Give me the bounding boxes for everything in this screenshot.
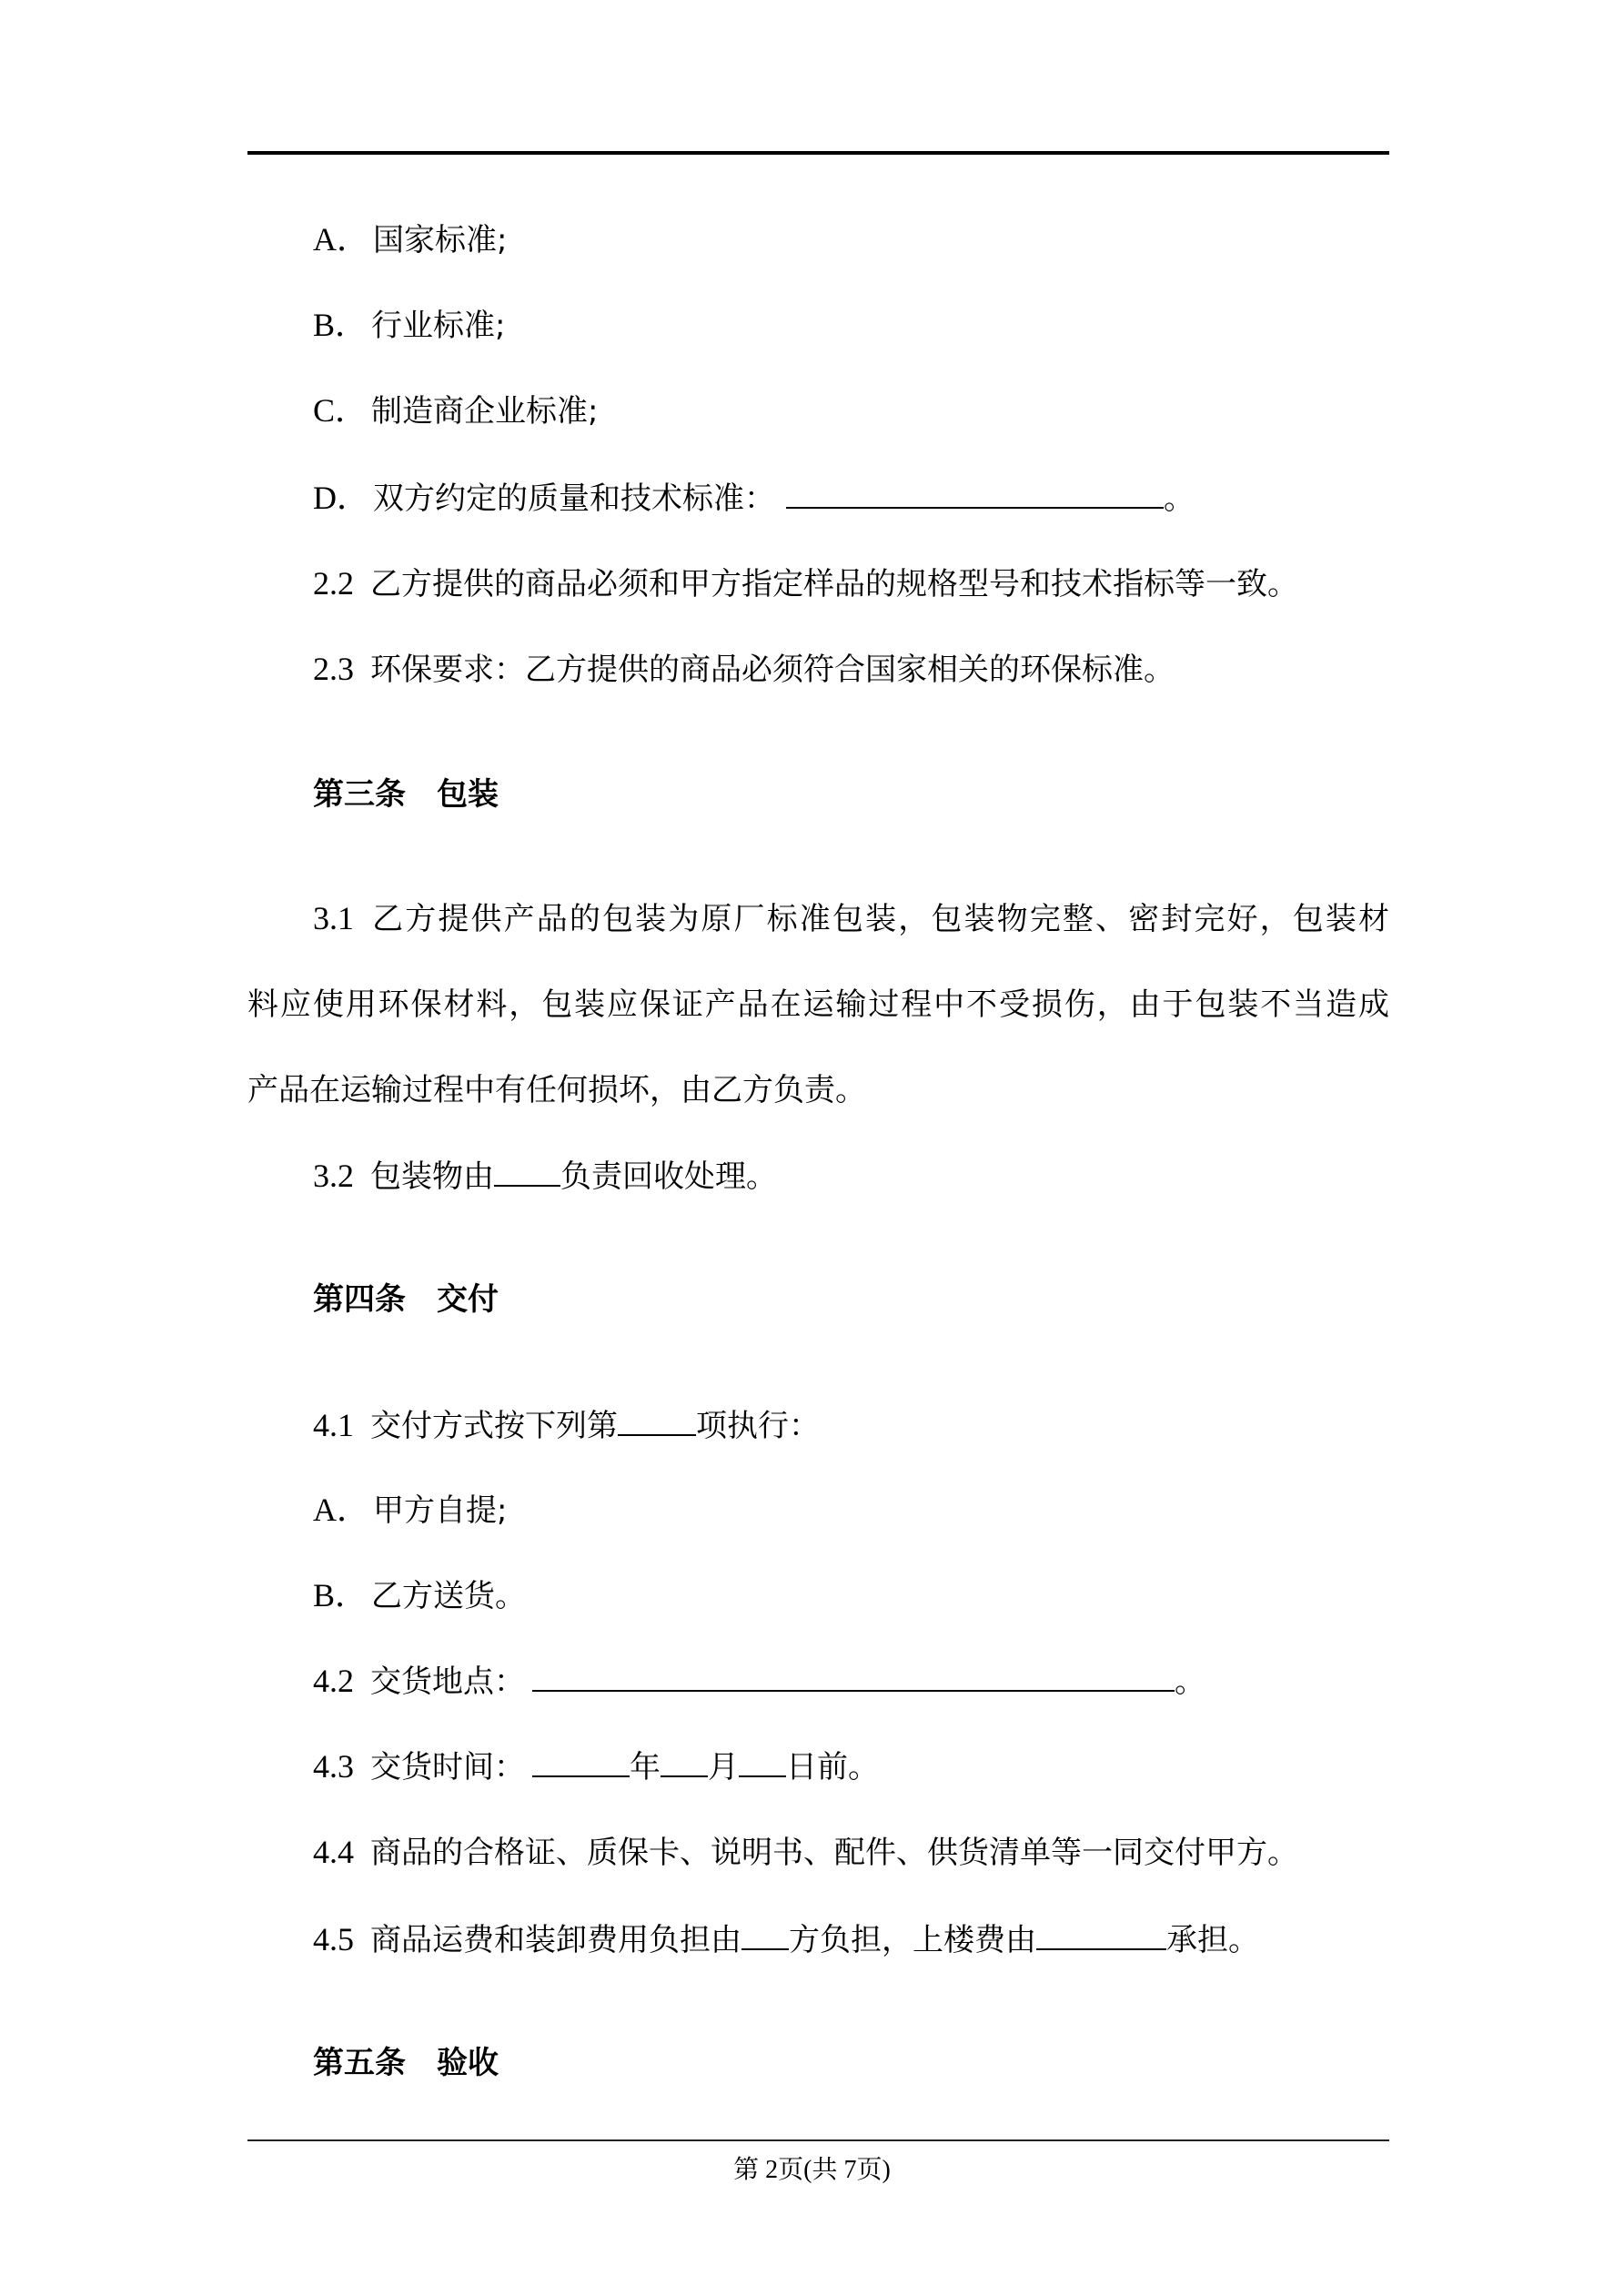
clause-number: 3.1 <box>313 900 354 936</box>
clause-2-3 <box>313 651 1175 688</box>
day-blank[interactable] <box>739 1748 786 1777</box>
clause-text: 乙方提供产品的包装为原厂标准包装，包装物完整、密封完好，包装材 <box>370 901 1389 937</box>
punct: 。 <box>1164 480 1195 517</box>
clause-text: 环保要求：乙方提供的商品必须符合国家相关的环保标准。 <box>370 652 1175 688</box>
clause-text: 商品的合格证、质保卡、说明书、配件、供货清单等一同交付甲方。 <box>370 1835 1298 1871</box>
option-label: B． <box>313 307 368 343</box>
clause-text: 负责回收处理。 <box>560 1158 777 1195</box>
article-3-heading: 第三条 包装 <box>313 776 499 813</box>
option-c-manufacturer-standard <box>313 392 598 430</box>
option-text: 乙方送货。 <box>371 1578 527 1614</box>
clause-text: 年 <box>630 1749 661 1785</box>
clause-3-2 <box>313 1158 777 1195</box>
option-label: A． <box>313 1492 369 1528</box>
clause-4-1 <box>313 1407 820 1444</box>
clause-text: 项执行： <box>696 1408 820 1444</box>
option-text: 制造商企业标准; <box>371 393 599 430</box>
clause-text: 承担。 <box>1166 1922 1259 1958</box>
clause-text: 乙方提供的商品必须和甲方指定样品的规格型号和技术指标等一致。 <box>370 566 1298 602</box>
page-number: 第 2页(共 7页) <box>733 2156 891 2184</box>
option-b-delivery <box>313 1577 526 1614</box>
clause-text: 商品运费和装卸费用负担由 <box>370 1922 741 1958</box>
option-label: B． <box>313 1577 368 1613</box>
option-text: 国家标准; <box>373 222 508 258</box>
clause-3-1-line3: 产品在运输过程中有任何损坏，由乙方负责。 <box>247 1072 866 1108</box>
clause-4-3 <box>313 1748 879 1785</box>
option-label: D． <box>313 480 369 516</box>
clause-text: 交货时间： <box>370 1749 525 1785</box>
option-label: A． <box>313 221 369 258</box>
clause-text: 交付方式按下列第 <box>370 1408 618 1444</box>
fill-blank[interactable] <box>532 1663 1175 1692</box>
clause-number: 3.2 <box>313 1158 354 1194</box>
option-a-national-standard <box>313 221 507 258</box>
clause-number: 2.2 <box>313 565 354 602</box>
clause-number: 4.2 <box>313 1663 354 1699</box>
fill-blank[interactable] <box>1036 1921 1166 1950</box>
option-text: 甲方自提; <box>373 1492 508 1529</box>
header-rule <box>247 151 1389 155</box>
option-a-self-pickup <box>313 1492 507 1529</box>
article-5-heading: 第五条 验收 <box>313 2045 499 2081</box>
clause-number: 2.3 <box>313 651 354 687</box>
year-blank[interactable] <box>532 1748 630 1777</box>
clause-2-2 <box>313 565 1298 602</box>
option-label: C． <box>313 392 368 429</box>
option-b-industry-standard <box>313 307 505 344</box>
clause-text: 日前。 <box>786 1749 879 1785</box>
article-4-heading: 第四条 交付 <box>313 1281 499 1318</box>
fill-blank[interactable] <box>741 1921 789 1950</box>
option-text: 行业标准; <box>371 308 506 344</box>
option-d-agreed-standard <box>313 480 1195 517</box>
clause-text: 月 <box>708 1749 739 1785</box>
clause-text: 方负担，上楼费由 <box>789 1922 1036 1958</box>
clause-3-1-line2: 料应使用环保材料，包装应保证产品在运输过程中不受损伤，由于包装不当造成 <box>247 986 1389 1023</box>
clause-4-2 <box>313 1663 1205 1700</box>
clause-4-4 <box>313 1834 1298 1871</box>
clause-3-1-line1 <box>313 900 1389 937</box>
clause-number: 4.1 <box>313 1407 354 1443</box>
footer-rule <box>247 2139 1389 2141</box>
fill-blank[interactable] <box>786 480 1164 509</box>
clause-text: 交货地点： <box>370 1664 525 1700</box>
clause-number: 4.5 <box>313 1921 354 1957</box>
clause-number: 4.4 <box>313 1834 354 1870</box>
clause-text: 包装物由 <box>370 1158 494 1195</box>
punct: 。 <box>1175 1664 1205 1700</box>
fill-blank[interactable] <box>494 1158 560 1187</box>
fill-blank[interactable] <box>618 1407 696 1436</box>
clause-number: 4.3 <box>313 1748 354 1785</box>
option-text: 双方约定的质量和技术标准： <box>373 480 775 517</box>
month-blank[interactable] <box>661 1748 708 1777</box>
clause-4-5 <box>313 1921 1259 1958</box>
